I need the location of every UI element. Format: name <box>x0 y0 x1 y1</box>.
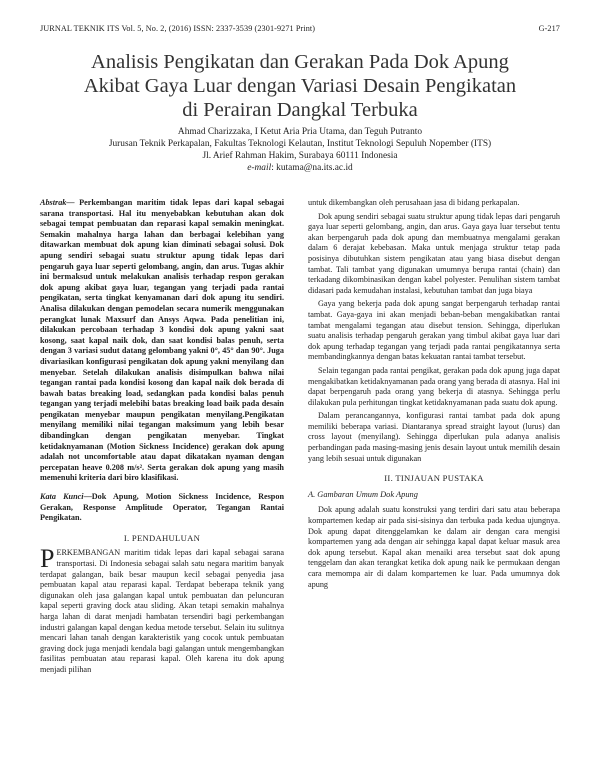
author-affiliation: Jurusan Teknik Perkapalan, Fakultas Teknologi Kelautan, Institut Teknologi Sepuluh Nopember (ITS) <box>108 139 492 149</box>
keywords-paragraph <box>40 492 284 524</box>
author-names: Ahmad Charizzaka, I Ketut Aria Pria Utama, dan Teguh Putranto <box>177 127 423 137</box>
journal-info: JURNAL TEKNIK ITS Vol. 5, No. 2, (2016) ISSN: 2337-3539 (2301-9271 Print) <box>40 24 316 33</box>
abstract <box>40 198 284 484</box>
drop-cap: P <box>40 544 55 574</box>
paragraph-external-forces: Dok apung sendiri sebagai suatu struktur apung tidak lepas dari pengaruh gaya luar seperti gelombang, angin, dan arus. Gaya gaya luar tersebut tentu akan berpengaruh pada dok apung dan membuatnya mengalami gerakan dalam 6 derajat kebebasan. Maka untuk menjaga struktur tetap pada posisinya dibutuhkan sistem pengikatan atau yang biasa disebut dengan tambat. Tali tambat yang digunakan umumnya berupa rantai (chain) dan terkadang dikombinasikan dengan kabel polyester. Penulihan sistem tambat didasari pada kemudahan instalasi, kebutuhan tambat dan juga biaya <box>308 211 560 295</box>
abstract-label: Abstrak— <box>40 198 75 207</box>
title-line-1: Analisis Pengikatan dan Gerakan Pada Dok Apung <box>91 51 509 73</box>
left-column <box>40 198 284 679</box>
abstract-text: Perkembangan maritim tidak lepas dari kapal sebagai sarana transportasi. Hal itu menyebabkan kebutuhan akan dok sebagai tempat pembuatan dan reparasi kapal semakin meningkat. Semakin mahalnya harga lahan dan berbagai kelebihan yang ditawarkan membuat dok apung kian diminati sebagai solusi. Dok apung sendiri sebagai suatu struktur apung tidak lepas dari pengaruh gaya luar seperti gelombang, angin, dan arus. Tugas akhir ini bermaksud untuk melakukan analisis terhadap respon gerakan dok apung akibat gaya luar, tegangan yang terjadi pada rantai pengikatan, serta tingkat kenyamanan dari dok apung itu sendiri. Analisa dilakukan dengan pemodelan secara numerik menggunakan perangkat lunak Maxsurf dan Ansys Aqwa. Pada penelitian ini, dilakukan percobaan terhadap 3 kondisi dok apung yakni saat kosong, saat kapal naik dok, dan saat kondisi balas penuh, serta dengan 3 variasi sudut datang gelombang yakni 0°, 45° dan 90°. Juga divariasikan konfigurasi pengikatan dok apung yakni menyilang dan menyebar. Setelah dilakukan analisis disimpulkan bahwa nilai tegangan rantai pada kondisi kosong dan kapal naik dok berada di bawah batas breaking load, sedangkan pada kondisi balas penuh tegangan yang terjadi melebihi batas breaking load baik pada desain pengikatan menyebar maupun pengikatan menyilang.Pengikatan menyilang memiliki nilai tegangan maksimum yang lebih besar dibandingkan dengan pengikatan menyebar. Tingkat ketidaknyamanan (Motion Sickness Incidence) gerakan dok apung adalah not uncomfortable atau dapat dikatakan nyaman dengan percepatan heave 0.208 m/s². Serta gerakan dok apung yang masih memenuhi kriteria dari biro klasifikasi. <box>40 198 284 483</box>
author-block <box>40 126 560 174</box>
keywords-text: —Dok Apung, Motion Sickness Incidence, Respon Gerakan, Response Amplitude Operator, Tegangan Rantai Pengikatan. <box>40 492 284 523</box>
email-label: e-mail <box>247 163 272 173</box>
keywords <box>40 492 284 524</box>
author-address: Jl. Arief Rahman Hakim, Surabaya 60111 Indonesia <box>202 151 398 161</box>
subsection-heading: A. Gambaran Umum Dok Apung <box>308 489 418 499</box>
abstract-paragraph <box>40 198 284 484</box>
title-line-3: di Perairan Dangkal Terbuka <box>182 99 418 121</box>
section-heading-intro: I. PENDAHULUAN <box>123 532 201 543</box>
paper-title <box>40 50 560 122</box>
paragraph-comfort: Selain tegangan pada rantai pengikat, gerakan pada dok apung juga dapat mengakibatkan ketidaknyamanan pada orang yang berada di atasnya. Hal ini dapat berpengaruh pada orang yang bekerja di atasnya. Sehingga perlu dilakukan pula perhitungan tingkat ketidaknyamanan pada suatu dok apung. <box>308 365 560 407</box>
paragraph-continued: untuk dikembangkan oleh perusahaan jasa di bidang perkapalan. <box>308 198 520 207</box>
running-header <box>40 24 560 33</box>
right-column <box>308 198 560 593</box>
email-address[interactable]: : kutama@na.its.ac.id <box>271 163 353 173</box>
intro-text: ERKEMBANGAN maritim tidak lepas dari kapal sebagai sarana transportasi. Di Indonesia sebagai salah satu negara maritim banyak terdapat galangan, baik besar maupun kecil sebagai penyedia jasa pembuatan kapal atau reparasi kapal. Terdapat beberapa teknik yang digunakan oleh jasa galangan kapal untuk pembuatan dan peluncuran kapal seperti graving dock atau sliding. Akan tetapi semakin mahalnya harga lahan di darat menjadi hambatan tersendiri bagi perkembangan industri galangan kapal dengan kedua metode tersebut. Selain itu sulitnya mencari lahan tanah dengan karakteristik yang cocok untuk pembuatan graving dock juga menjadi kendala bagi galangan untuk mengembangkan fasilitas pembuatan atau reparasi kapal. Oleh karena itu dok apung menjadi pilihan <box>40 548 284 674</box>
author-email <box>40 162 560 174</box>
intro-paragraph <box>40 544 284 675</box>
paragraph-mooring-tension: Gaya yang bekerja pada dok apung sangat berpengaruh terhadap rantai tambat. Gaya-gaya ini akan menjadi beban-beban mengakibatkan rantai tambat mengalami tegangan atau disebut tension. Sehingga, diperlukan suatu analisis terhadap pengaruh gerakan yang timbul akibat gaya luar dari dok apung terhadap tegangan yang terjadi pada rantai pengikatannya serta membandingkannya dengan batas kekuatan rantai tambat tersebut. <box>308 299 560 362</box>
page-number: G-217 <box>538 24 560 33</box>
section-heading-review: II. TINJAUAN PUSTAKA <box>384 473 484 484</box>
paragraph-layout: Dalam perancangannya, konfigurasi rantai tambat pada dok apung memiliki beberapa variasi. Diantaranya spread straight layout (lurus) dan cross layout (menyilang). Sehingga diperlukan pula adanya analisis perbandingan pada masing-masing jenis desain layout untuk memilih desain yang lebih sesuai untuk digunakan <box>308 411 560 463</box>
paragraph-floating-dock: Dok apung adalah suatu konstruksi yang terdiri dari satu atau beberapa kompartemen kedap air pada sisi-sisinya dan terbuka pada kedua ujungnya. Dok apung dapat ditenggelamkan ke dalam air dengan cara mengisi kompartemen yang ada dengan air sehingga kapal dapat keluar masuk area dok apung tersebut. Kapal akan menaiki area tersebut saat dok apung tenggelam dan akan terangkat ketika dok apung naik ke permukaan dengan cara memompa air di dalam kompartemen ke luar. Pada umumnya dok apung <box>308 505 560 589</box>
keywords-label: Kata Kunci <box>40 492 84 502</box>
title-line-2: Akibat Gaya Luar dengan Variasi Desain Pengikatan <box>83 75 517 97</box>
